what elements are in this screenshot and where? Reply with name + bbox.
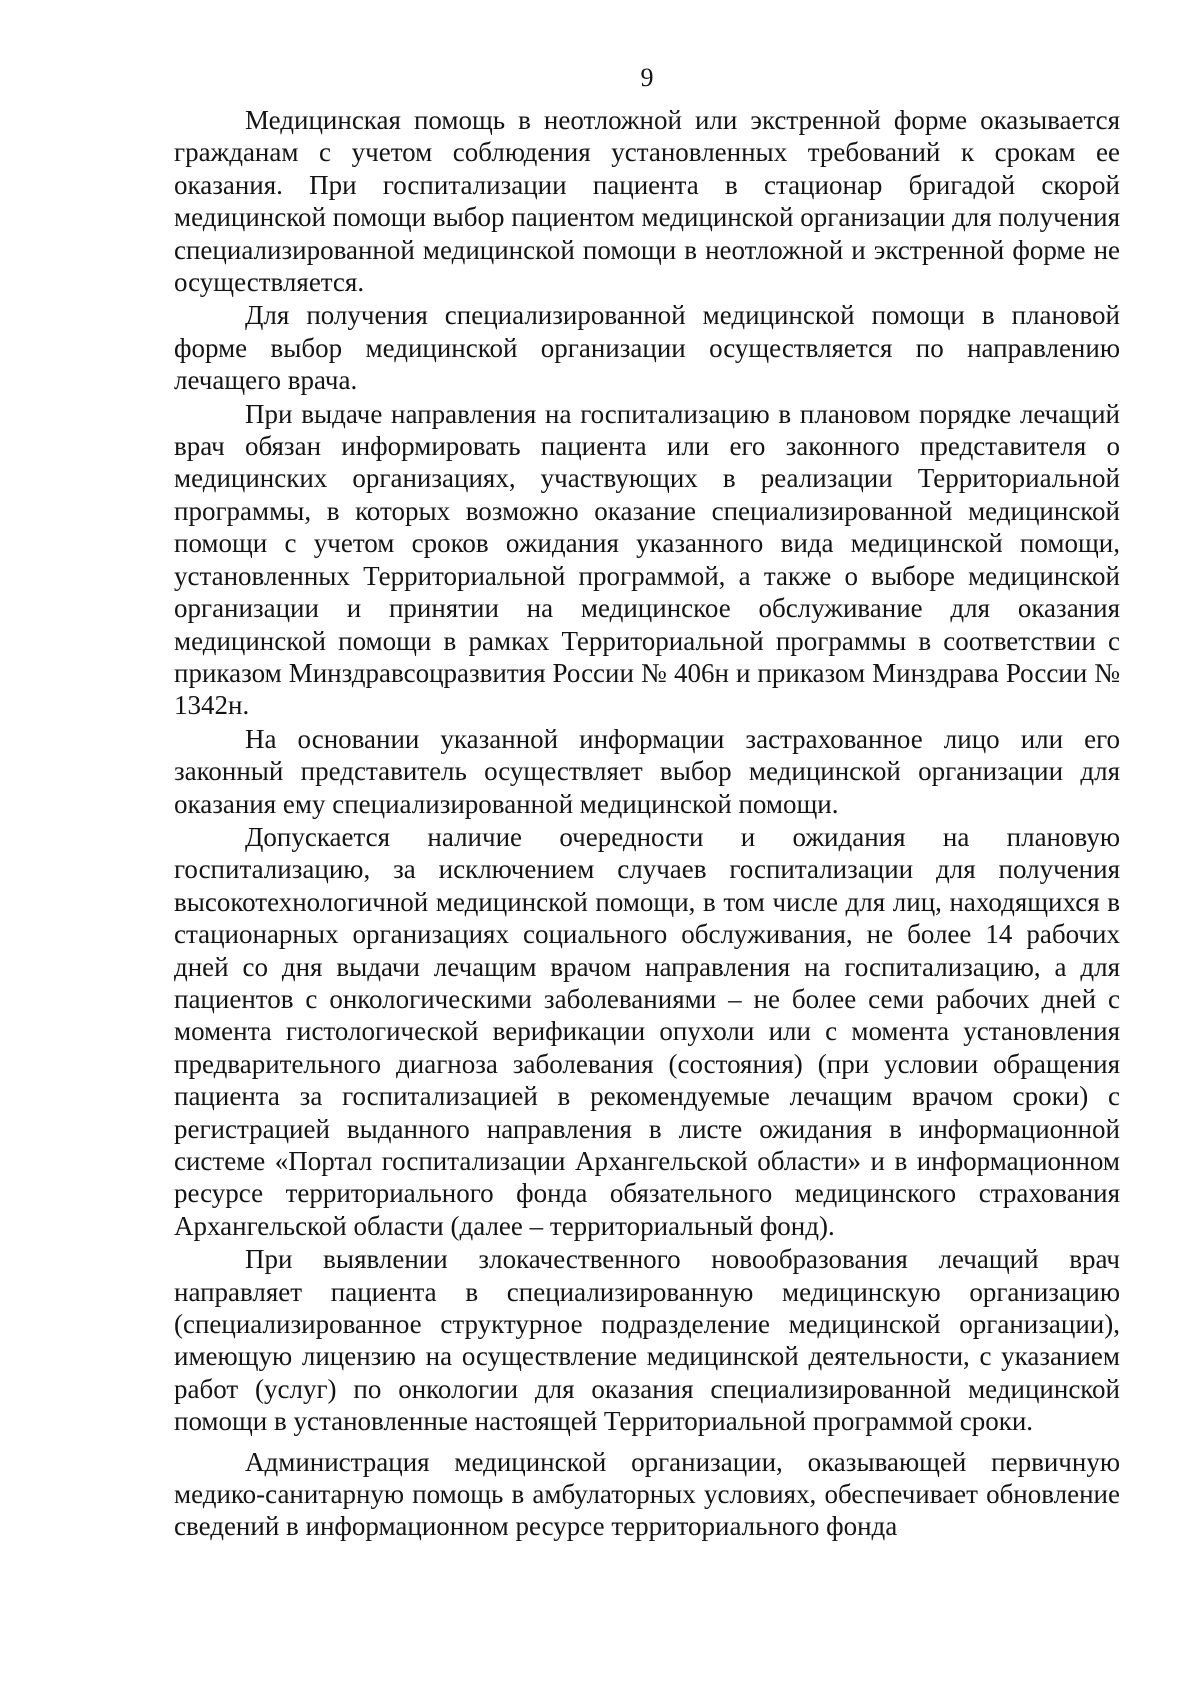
paragraph-referral-information: При выдаче направления на госпитализацию в плановом порядке лечащий врач обязан информировать пациента или его законного представителя о медицинских организациях, участвующих в реализации Территориальной программы, в которых возможно оказание специализированной медицинской помощи с учетом сроков ожидания указанного вида медицинской помощи, установленных Территориальной программой, а также о выборе медицинской организации и принятии на медицинское обслуживание для оказания медицинской помощи в рамках Территориальной программы в соответствии с приказом Минздравсоцразвития России № 406н и приказом Минздрава России № 1342н. bbox=[174, 398, 1120, 721]
paragraph-choice-of-organization: На основании указанной информации застрахованное лицо или его законный представитель осуществляет выбор медицинской организации для оказания ему специализированной медицинской помощи. bbox=[174, 723, 1120, 819]
paragraph-planned-care-choice: Для получения специализированной медицинской помощи в плановой форме выбор медицинской организации осуществляется по направлению лечащего врача. bbox=[174, 300, 1120, 396]
page-number: 9 bbox=[640, 63, 654, 92]
document-page bbox=[174, 62, 1120, 1543]
paragraph-oncology-referral: При выявлении злокачественного новообразования лечащий врач направляет пациента в специализированную медицинскую организацию (специализированное структурное подразделение медицинской организации), имеющую лицензию на осуществление медицинской деятельности, с указанием работ (услуг) по онкологии для оказания специализированной медицинской помощи в установленные настоящей Территориальной программой сроки. bbox=[174, 1244, 1120, 1437]
paragraph-emergency-care: Медицинская помощь в неотложной или экстренной форме оказывается гражданам с учетом соблюдения установленных требований к срокам ее оказания. При госпитализации пациента в стационар бригадой скорой медицинской помощи выбор пациентом медицинской организации для получения специализированной медицинской помощи в неотложной и экстренной форме не осуществляется. bbox=[174, 105, 1120, 298]
paragraph-waiting-list: Допускается наличие очередности и ожидания на плановую госпитализацию, за исключением случаев госпитализации для получения высокотехнологичной медицинской помощи, в том числе для лиц, находящихся в стационарных организациях социального обслуживания, не более 14 рабочих дней со дня выдачи лечащим врачом направления на госпитализацию, а для пациентов с онкологическими заболеваниями – не более семи рабочих дней с момента гистологической верификации опухоли или с момента установления предварительного диагноза заболевания (состояния) (при условии обращения пациента за госпитализацией в рекомендуемые лечащим врачом сроки) с регистрацией выданного направления в листе ожидания в информационной системе «Портал госпитализации Архангельской области» и в информационном ресурсе территориального фонда обязательного медицинского страхования Архангельской области (далее – территориальный фонд). bbox=[174, 821, 1120, 1241]
paragraph-administration: Администрация медицинской организации, оказывающей первичную медико-санитарную помощь в амбулаторных условиях, обеспечивает обновление сведений в информационном ресурсе территориального фонда bbox=[174, 1446, 1120, 1542]
